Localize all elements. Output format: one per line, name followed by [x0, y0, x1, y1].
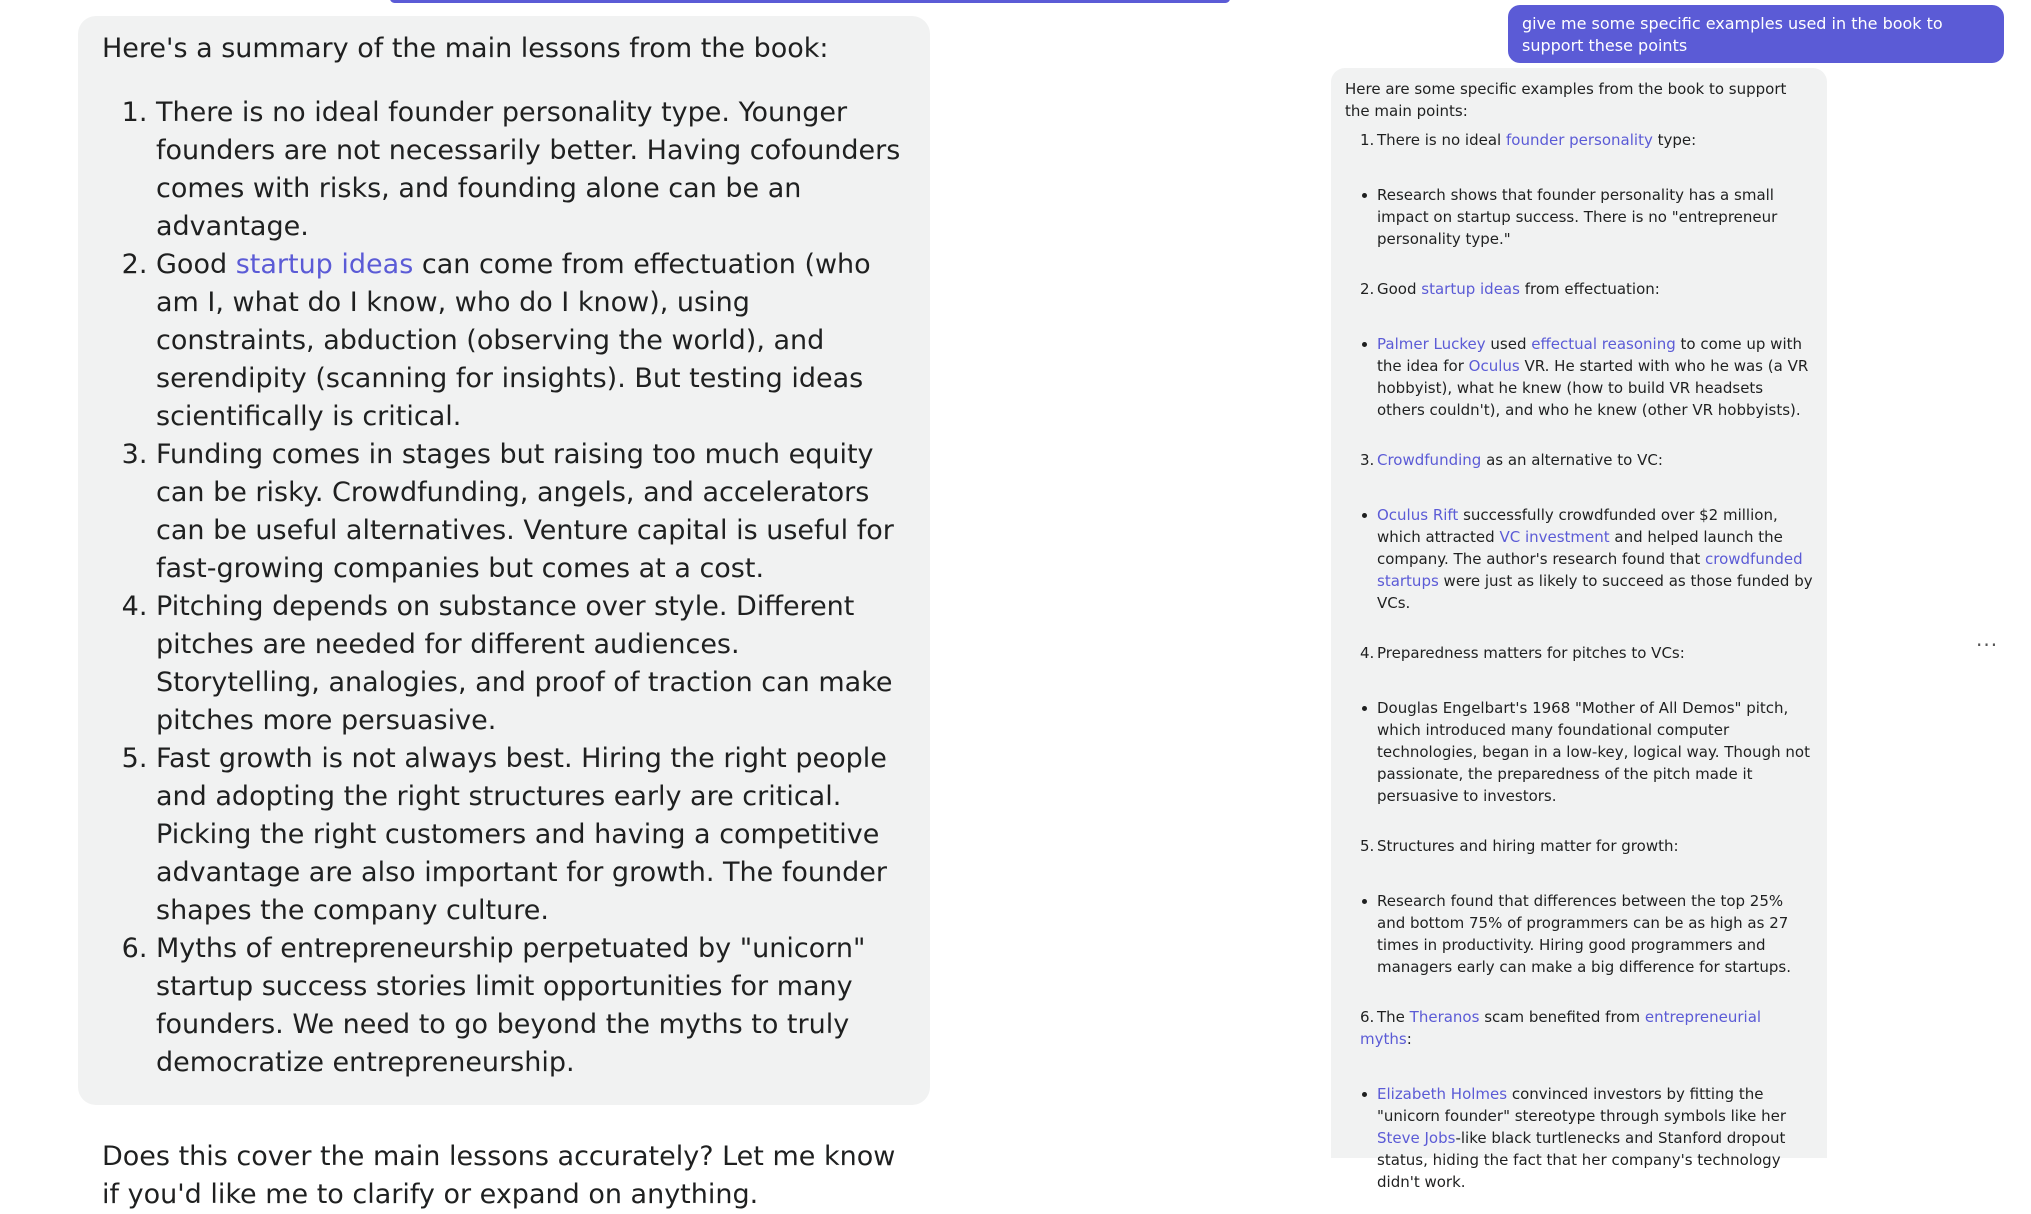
example-bullets-2 — [1345, 333, 1813, 421]
link-crowdfunding[interactable]: Crowdfunding — [1377, 451, 1482, 469]
heading-text: from effectuation: — [1519, 280, 1660, 298]
link-oculus-rift[interactable]: Oculus Rift — [1377, 506, 1459, 524]
example-bullets-6 — [1345, 1083, 1813, 1193]
list-item — [1377, 333, 1813, 421]
summary-closing: Does this cover the main lessons accurately? Let me know if you'd like me to clarify or expand on anything. — [102, 1141, 896, 1210]
list-item — [156, 436, 906, 588]
list-item: Douglas Engelbart's 1968 "Mother of All Demos" pitch, which introduced many foundational computer technologies, began in a low-key, logical way. Though not passionate, the preparedness of the pitch made it persuasive to investors. — [1377, 697, 1813, 807]
heading-text: Structures and hiring matter for growth: — [1377, 837, 1679, 855]
bullet-text: were just as likely to succeed as those funded by VCs. — [1377, 572, 1813, 612]
bullet-text: convinced investors by fitting the "unicorn founder" stereotype through symbols like her — [1377, 1085, 1787, 1125]
bullet-text: and helped launch the company. The author's research found that — [1377, 528, 1783, 568]
example-bullets-5 — [1345, 890, 1813, 978]
heading-number: 3. — [1360, 451, 1375, 469]
link-elizabeth-holmes[interactable]: Elizabeth Holmes — [1377, 1085, 1508, 1103]
assistant-message-summary — [78, 16, 930, 1210]
summary-intro: Here's a summary of the main lessons from the book: — [102, 33, 829, 64]
example-heading-2 — [1345, 278, 1813, 300]
list-item — [156, 930, 906, 1082]
list-item — [1377, 1083, 1813, 1193]
example-heading-6 — [1345, 1006, 1813, 1050]
bullet-text: -like black turtlenecks and Stanford dropout status, hiding the fact that her company's technology didn't work. — [1377, 1129, 1786, 1191]
bullet-text: used — [1485, 335, 1532, 353]
link-oculus[interactable]: Oculus — [1468, 357, 1520, 375]
list-item-text: can come from effectuation (who am I, what do I know, who do I know), using constraints, abduction (observing the world), and serendipity (scanning for insights). But testing ideas scientifically is critical. — [156, 249, 871, 432]
list-item-text: There is no ideal founder personality type. Younger founders are not necessarily better. Having cofounders comes with risks, and founding alone can be an advantage. — [156, 97, 901, 242]
list-item-text: Good — [156, 249, 236, 280]
list-item: Research shows that founder personality has a small impact on startup success. There is no "entrepreneur personality type." — [1377, 184, 1813, 250]
list-item-text: Fast growth is not always best. Hiring the right people and adopting the right structures early are critical. Picking the right customers and having a competitive advantage are also important for growth. The founder shapes the company culture. — [156, 743, 887, 926]
link-effectual-reasoning[interactable]: effectual reasoning — [1531, 335, 1676, 353]
list-item-text: Pitching depends on substance over style. Different pitches are needed for different audiences. Storytelling, analogies, and proof of traction can make pitches more persuasive. — [156, 591, 893, 736]
example-bullets-1 — [1345, 184, 1813, 250]
list-item — [156, 94, 906, 246]
link-theranos[interactable]: Theranos — [1409, 1008, 1480, 1026]
link-vc-investment[interactable]: VC investment — [1499, 528, 1610, 546]
link-founder-personality[interactable]: founder personality — [1505, 131, 1653, 149]
bullet-text: successfully crowdfunded over $2 million, which attracted — [1377, 506, 1778, 546]
heading-text: There is no ideal — [1377, 131, 1506, 149]
user-message: give me some specific examples used in the book to support these points — [1508, 5, 2004, 63]
heading-text: scam benefited from — [1479, 1008, 1645, 1026]
examples-intro: Here are some specific examples from the book to support the main points: — [1345, 80, 1787, 120]
example-heading-3 — [1345, 449, 1813, 471]
scroll-indicator-bar — [390, 0, 1230, 3]
example-bullets-3 — [1345, 504, 1813, 614]
link-startup-ideas[interactable]: startup ideas — [235, 249, 414, 280]
heading-text: : — [1406, 1030, 1412, 1048]
list-item-text: Myths of entrepreneurship perpetuated by "unicorn" startup success stories limit opportunities for many founders. We need to go beyond the myths to truly democratize entrepreneurship. — [156, 933, 866, 1078]
link-entrepreneurial-myths[interactable]: entrepreneurial myths — [1360, 1008, 1762, 1048]
list-item — [156, 588, 906, 740]
list-item — [156, 246, 906, 436]
list-item — [1377, 504, 1813, 614]
link-steve-jobs[interactable]: Steve Jobs — [1377, 1129, 1456, 1147]
heading-number: 6. — [1360, 1008, 1375, 1026]
link-startup-ideas[interactable]: startup ideas — [1421, 280, 1520, 298]
heading-number: 2. — [1360, 280, 1375, 298]
heading-text: Good — [1377, 280, 1422, 298]
bullet-text: VR. He started with who he was (a VR hobbyist), what he knew (how to build VR headsets others couldn't), and who he knew (other VR hobbyists). — [1377, 357, 1809, 419]
example-heading-5 — [1345, 835, 1813, 857]
example-bullets-4 — [1345, 697, 1813, 807]
summary-list — [102, 94, 906, 1082]
heading-number: 5. — [1360, 837, 1375, 855]
example-heading-4 — [1345, 642, 1813, 664]
list-item — [156, 740, 906, 930]
assistant-message-examples — [1331, 68, 1827, 1191]
more-options-icon[interactable]: ··· — [1976, 633, 1999, 657]
heading-number: 4. — [1360, 644, 1375, 662]
list-item: Research found that differences between the top 25% and bottom 75% of programmers can be as high as 27 times in productivity. Hiring good programmers and managers early can make a big difference for startups. — [1377, 890, 1813, 978]
heading-text: Preparedness matters for pitches to VCs: — [1377, 644, 1685, 662]
heading-text: type: — [1652, 131, 1697, 149]
link-palmer-luckey[interactable]: Palmer Luckey — [1377, 335, 1486, 353]
bullet-text: to come up with the idea for — [1377, 335, 1802, 375]
heading-text: The — [1377, 1008, 1410, 1026]
list-item-text: Funding comes in stages but raising too much equity can be risky. Crowdfunding, angels, and accelerators can be useful alternatives. Venture capital is useful for fast-growing companies but comes at a cost. — [156, 439, 894, 584]
heading-text: as an alternative to VC: — [1481, 451, 1663, 469]
link-crowdfunded-startups[interactable]: crowdfunded startups — [1377, 550, 1803, 590]
example-heading-1 — [1345, 129, 1813, 151]
heading-number: 1. — [1360, 131, 1375, 149]
